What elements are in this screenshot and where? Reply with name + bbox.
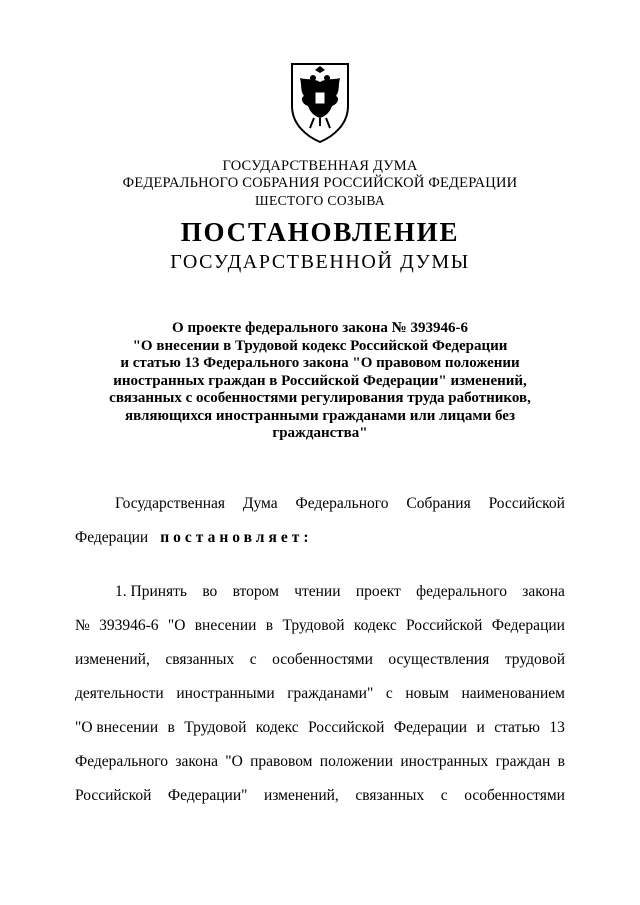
item-1-paragraph bbox=[75, 582, 565, 820]
word: осуществления bbox=[388, 651, 490, 668]
subject-line: "О внесении в Трудовой кодекс Российской Федерации bbox=[132, 337, 508, 354]
word: иностранными bbox=[176, 685, 275, 702]
word: и bbox=[476, 719, 485, 736]
subject-line: связанных с особенностями регулирования труда работников, bbox=[109, 390, 531, 406]
word: 1. Принять bbox=[115, 583, 188, 600]
word: "О bbox=[225, 753, 243, 770]
resolution-subject bbox=[100, 320, 540, 443]
subject-line: гражданства" bbox=[272, 425, 368, 441]
word: Федерации" bbox=[167, 787, 248, 804]
word: чтении bbox=[294, 583, 341, 600]
subject-line: иностранных граждан в Российской Федерации" изменений, bbox=[113, 372, 527, 389]
word: Собрания bbox=[406, 495, 471, 512]
item-1-line bbox=[75, 752, 565, 786]
word: с bbox=[249, 651, 257, 668]
word: Федерации bbox=[393, 719, 468, 736]
preamble-paragraph bbox=[75, 494, 565, 562]
word: Российской bbox=[75, 787, 152, 804]
word: особенностями bbox=[464, 787, 565, 804]
word: федерального bbox=[416, 583, 507, 600]
word: положении bbox=[319, 753, 394, 770]
word: Федерального bbox=[295, 495, 389, 512]
word: Федерации bbox=[491, 617, 565, 634]
word: Российской bbox=[308, 719, 385, 736]
word: в bbox=[557, 753, 565, 770]
word: во bbox=[202, 583, 218, 600]
document-subtitle: ГОСУДАРСТВЕННОЙ ДУМЫ bbox=[170, 251, 470, 273]
word: Федерального bbox=[75, 753, 169, 770]
word: статью bbox=[494, 719, 540, 736]
coat-of-arms-emblem bbox=[288, 60, 352, 144]
word: № bbox=[75, 617, 90, 634]
word: 13 bbox=[549, 719, 565, 736]
word: связанных bbox=[165, 651, 235, 668]
word: с bbox=[385, 685, 393, 702]
word: новым bbox=[405, 685, 449, 702]
word: трудовой bbox=[504, 651, 565, 668]
word: граждан bbox=[495, 753, 551, 770]
word: 393946-6 bbox=[99, 617, 159, 634]
word: закона bbox=[522, 583, 565, 600]
word: с bbox=[440, 787, 448, 804]
document-title: ПОСТАНОВЛЕНИЕ bbox=[180, 217, 460, 247]
word: особенностями bbox=[272, 651, 373, 668]
parliament-header bbox=[0, 158, 640, 209]
item-1-line bbox=[75, 582, 565, 616]
word: иностранных bbox=[400, 753, 489, 770]
item-1-line bbox=[75, 650, 565, 684]
resolves-keyword: постановляет: bbox=[160, 529, 313, 546]
word: Трудовой bbox=[282, 617, 345, 634]
word: "О внесении bbox=[75, 719, 159, 736]
word: гражданами" bbox=[287, 685, 374, 702]
word: кодекс bbox=[255, 719, 299, 736]
subject-line: и статью 13 Федерального закона "О правовом положении bbox=[120, 355, 520, 371]
header-line-2: ФЕДЕРАЛЬНОГО СОБРАНИЯ РОССИЙСКОЙ ФЕДЕРАЦИИ bbox=[122, 175, 518, 191]
word: связанных bbox=[355, 787, 425, 804]
word: Дума bbox=[242, 495, 278, 512]
word: Федерации bbox=[75, 529, 149, 546]
preamble-line bbox=[75, 494, 565, 528]
item-1-line bbox=[75, 718, 565, 752]
header-line-1: ГОСУДАРСТВЕННАЯ ДУМА bbox=[222, 158, 418, 174]
preamble-line bbox=[75, 528, 565, 562]
word: "О bbox=[167, 617, 186, 634]
word: наименованием bbox=[461, 685, 565, 702]
subject-line: являющихся иностранными гражданами или лицами без bbox=[125, 407, 515, 424]
word: проект bbox=[355, 583, 401, 600]
word: правовом bbox=[250, 753, 313, 770]
word: закона bbox=[175, 753, 218, 770]
header-line-3: ШЕСТОГО СОЗЫВА bbox=[254, 193, 386, 208]
subject-line: О проекте федерального закона № 393946-6 bbox=[172, 320, 468, 336]
word: кодекс bbox=[353, 617, 397, 634]
word: Российской bbox=[488, 495, 565, 512]
word: внесении bbox=[194, 617, 257, 634]
item-1-line bbox=[75, 684, 565, 718]
item-1-line bbox=[75, 786, 565, 820]
item-1-line bbox=[75, 616, 565, 650]
word: в bbox=[265, 617, 274, 634]
word: втором bbox=[232, 583, 279, 600]
word: Российской bbox=[406, 617, 483, 634]
word: в bbox=[167, 719, 175, 736]
word: изменений, bbox=[263, 787, 339, 804]
word: деятельности bbox=[75, 685, 164, 702]
word: Государственная bbox=[115, 495, 226, 512]
word: изменений, bbox=[75, 651, 150, 668]
word: Трудовой bbox=[184, 719, 247, 736]
